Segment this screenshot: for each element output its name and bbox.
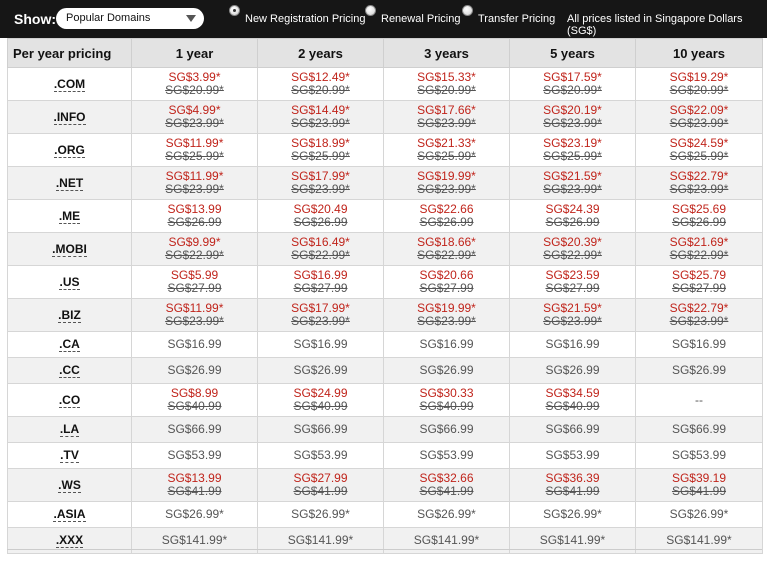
regular-price: SG$26.99* <box>417 507 476 521</box>
price-cell <box>384 358 510 384</box>
sale-price: SG$23.19* <box>543 136 602 150</box>
price-cell <box>132 200 258 233</box>
price-cell <box>636 358 763 384</box>
sale-price: SG$11.99* <box>165 136 224 150</box>
currency-note: All prices listed in Singapore Dollars (SG$) <box>567 13 743 37</box>
sale-price: SG$34.59 <box>545 386 600 400</box>
regular-price: SG$141.99* <box>413 533 480 547</box>
original-price: SG$22.99* <box>417 248 476 262</box>
sale-price: SG$20.39* <box>543 235 602 249</box>
table-row <box>8 384 763 417</box>
sale-price: SG$16.49* <box>291 235 350 249</box>
regular-price: SG$53.99 <box>671 448 727 462</box>
price-cell <box>384 200 510 233</box>
show-label: Show: <box>14 11 56 27</box>
price-cell <box>384 443 510 469</box>
sale-price: SG$36.39 <box>545 471 600 485</box>
price-cell <box>132 384 258 417</box>
sale-price: SG$5.99 <box>170 268 219 282</box>
table-bottom-border <box>7 549 762 550</box>
tld-cell <box>8 469 132 502</box>
table-row <box>8 469 763 502</box>
header-1-year: 1 year <box>132 39 258 68</box>
regular-price: SG$26.99* <box>669 507 729 521</box>
original-price: SG$20.99* <box>165 83 224 97</box>
regular-price: SG$66.99 <box>545 422 600 436</box>
original-price: SG$23.99* <box>669 314 729 328</box>
sale-price: SG$8.99 <box>170 386 219 400</box>
price-cell <box>636 134 763 167</box>
tld-cell <box>8 384 132 417</box>
tld-link[interactable]: .INFO <box>53 109 86 124</box>
table-row <box>8 443 763 469</box>
price-cell <box>258 68 384 101</box>
sale-price: SG$30.33 <box>419 386 474 400</box>
table-row <box>8 68 763 101</box>
price-cell <box>258 469 384 502</box>
price-cell <box>384 266 510 299</box>
header-3-years: 3 years <box>384 39 510 68</box>
price-cell <box>636 502 763 528</box>
original-price: SG$23.99* <box>543 182 602 196</box>
price-cell <box>510 443 636 469</box>
price-cell <box>258 384 384 417</box>
price-cell <box>384 299 510 332</box>
sale-price: SG$25.69 <box>671 202 727 216</box>
header-10-years: 10 years <box>636 39 763 68</box>
tld-cell <box>8 167 132 200</box>
tld-cell <box>8 200 132 233</box>
original-price: SG$22.99* <box>291 248 350 262</box>
sale-price: SG$20.19* <box>543 103 602 117</box>
price-cell <box>258 417 384 443</box>
original-price: SG$27.99 <box>419 281 474 295</box>
original-price: SG$22.99* <box>669 248 729 262</box>
original-price: SG$20.99* <box>417 83 476 97</box>
sale-price: SG$15.33* <box>417 70 476 84</box>
regular-price: SG$53.99 <box>545 448 600 462</box>
table-header-row <box>8 39 763 68</box>
original-price: SG$41.99 <box>167 484 222 498</box>
price-cell <box>132 167 258 200</box>
sale-price: SG$22.09* <box>669 103 729 117</box>
original-price: SG$25.99* <box>417 149 476 163</box>
regular-price: SG$141.99* <box>161 533 228 547</box>
price-cell <box>384 101 510 134</box>
option-transfer-label[interactable]: Transfer Pricing <box>478 13 556 25</box>
price-cell <box>510 332 636 358</box>
price-cell <box>384 233 510 266</box>
sale-price: SG$21.69* <box>669 235 729 249</box>
sale-price: SG$19.29* <box>669 70 729 84</box>
price-cell <box>384 417 510 443</box>
original-price: SG$23.99* <box>543 314 602 328</box>
price-cell <box>636 101 763 134</box>
price-cell <box>384 502 510 528</box>
table-row <box>8 417 763 443</box>
tld-link[interactable]: .LA <box>59 422 80 436</box>
table-row <box>8 332 763 358</box>
original-price: SG$20.99* <box>543 83 602 97</box>
price-cell <box>132 469 258 502</box>
original-price: SG$23.99* <box>291 116 350 130</box>
tld-cell <box>8 502 132 528</box>
price-cell <box>132 134 258 167</box>
price-cell <box>510 134 636 167</box>
regular-price: SG$16.99 <box>671 337 727 351</box>
price-cell <box>636 469 763 502</box>
price-cell <box>132 101 258 134</box>
sale-price: SG$24.59* <box>669 136 729 150</box>
regular-price: SG$26.99* <box>543 507 602 521</box>
original-price: SG$22.99* <box>543 248 602 262</box>
price-cell <box>132 332 258 358</box>
regular-price: SG$26.99* <box>165 507 224 521</box>
sale-price: SG$4.99* <box>168 103 221 117</box>
price-cell <box>510 101 636 134</box>
pricing-table <box>7 38 763 554</box>
tld-cell <box>8 266 132 299</box>
tld-link[interactable]: .ME <box>58 208 81 223</box>
table-row <box>8 299 763 332</box>
sale-price: SG$18.66* <box>417 235 476 249</box>
tld-cell <box>8 101 132 134</box>
sale-price: SG$20.49 <box>293 202 348 216</box>
sale-price: SG$22.79* <box>669 301 729 315</box>
regular-price: SG$26.99 <box>419 363 474 377</box>
price-cell <box>258 101 384 134</box>
original-price: SG$27.99 <box>671 281 727 295</box>
original-price: SG$23.99* <box>543 116 602 130</box>
original-price: SG$23.99* <box>165 314 224 328</box>
option-renewal-label[interactable]: Renewal Pricing <box>381 13 461 25</box>
sale-price: SG$27.99 <box>293 471 348 485</box>
regular-price: SG$66.99 <box>167 422 222 436</box>
tld-link[interactable]: .CC <box>59 363 80 377</box>
sale-price: SG$9.99* <box>168 235 221 249</box>
regular-price: SG$26.99* <box>291 507 350 521</box>
domain-filter-select[interactable] <box>56 8 204 29</box>
sale-price: SG$24.99 <box>293 386 348 400</box>
sale-price: SG$17.99* <box>291 169 350 183</box>
regular-price: -- <box>695 392 703 407</box>
table-row <box>8 134 763 167</box>
regular-price: SG$66.99 <box>419 422 474 436</box>
regular-price: SG$66.99 <box>671 422 727 436</box>
original-price: SG$41.99 <box>545 484 600 498</box>
price-cell <box>132 68 258 101</box>
price-cell <box>258 167 384 200</box>
price-cell <box>132 358 258 384</box>
original-price: SG$27.99 <box>293 281 348 295</box>
price-cell <box>510 299 636 332</box>
domain-filter-value: Popular Domains <box>66 12 151 24</box>
original-price: SG$23.99* <box>669 182 729 196</box>
tld-link[interactable]: .TV <box>60 448 79 462</box>
price-cell <box>636 443 763 469</box>
price-cell <box>636 167 763 200</box>
tld-link[interactable]: .BIZ <box>58 307 81 322</box>
price-cell <box>258 443 384 469</box>
tld-link[interactable]: .XXX <box>55 533 84 547</box>
price-cell <box>132 443 258 469</box>
sale-price: SG$3.99* <box>168 70 221 84</box>
regular-price: SG$141.99* <box>539 533 606 547</box>
header-5-years: 5 years <box>510 39 636 68</box>
original-price: SG$22.99* <box>165 248 224 262</box>
price-cell <box>258 134 384 167</box>
original-price: SG$23.99* <box>417 116 476 130</box>
original-price: SG$23.99* <box>165 182 224 196</box>
table-row <box>8 502 763 528</box>
regular-price: SG$66.99 <box>293 422 348 436</box>
sale-price: SG$18.99* <box>291 136 350 150</box>
price-cell <box>636 299 763 332</box>
sale-price: SG$21.33* <box>417 136 476 150</box>
sale-price: SG$11.99* <box>165 301 224 315</box>
price-cell <box>510 167 636 200</box>
sale-price: SG$25.79 <box>671 268 727 282</box>
sale-price: SG$11.99* <box>165 169 224 183</box>
price-cell <box>510 384 636 417</box>
original-price: SG$23.99* <box>291 314 350 328</box>
price-cell <box>384 332 510 358</box>
tld-cell <box>8 233 132 266</box>
sale-price: SG$20.66 <box>419 268 474 282</box>
price-cell <box>132 299 258 332</box>
tld-cell <box>8 299 132 332</box>
price-cell <box>258 266 384 299</box>
sale-price: SG$14.49* <box>291 103 350 117</box>
price-cell <box>510 469 636 502</box>
price-cell <box>636 266 763 299</box>
sale-price: SG$12.49* <box>291 70 350 84</box>
table-row <box>8 200 763 233</box>
tld-link[interactable]: .ORG <box>54 142 85 157</box>
regular-price: SG$53.99 <box>167 448 222 462</box>
tld-link[interactable]: .WS <box>58 477 81 492</box>
tld-link[interactable]: .CA <box>59 337 80 351</box>
tld-cell <box>8 68 132 101</box>
radio-new-registration[interactable] <box>229 5 240 16</box>
tld-link[interactable]: .CO <box>58 392 81 407</box>
original-price: SG$40.99 <box>293 399 348 413</box>
original-price: SG$20.99* <box>669 83 729 97</box>
regular-price: SG$53.99 <box>419 448 474 462</box>
tld-link[interactable]: .COM <box>53 76 86 91</box>
radio-transfer[interactable] <box>462 5 473 16</box>
sale-price: SG$17.66* <box>417 103 476 117</box>
original-price: SG$27.99 <box>167 281 222 295</box>
original-price: SG$26.99 <box>671 215 727 229</box>
table-row <box>8 167 763 200</box>
price-cell <box>132 266 258 299</box>
regular-price: SG$16.99 <box>167 337 222 351</box>
regular-price: SG$141.99* <box>287 533 354 547</box>
price-cell <box>132 233 258 266</box>
table-row <box>8 101 763 134</box>
original-price: SG$26.99 <box>293 215 348 229</box>
regular-price: SG$26.99 <box>167 363 222 377</box>
price-cell <box>384 68 510 101</box>
price-cell <box>636 68 763 101</box>
price-cell <box>384 134 510 167</box>
price-cell <box>132 417 258 443</box>
table-row <box>8 233 763 266</box>
sale-price: SG$13.99 <box>167 202 222 216</box>
price-cell <box>258 502 384 528</box>
sale-price: SG$22.66 <box>419 202 474 216</box>
price-cell <box>636 417 763 443</box>
tld-cell <box>8 443 132 469</box>
original-price: SG$41.99 <box>419 484 474 498</box>
price-cell <box>510 417 636 443</box>
original-price: SG$26.99 <box>419 215 474 229</box>
radio-renewal[interactable] <box>365 5 376 16</box>
price-cell <box>258 332 384 358</box>
sale-price: SG$21.59* <box>543 301 602 315</box>
tld-cell <box>8 358 132 384</box>
table-row <box>8 358 763 384</box>
sale-price: SG$16.99 <box>293 268 348 282</box>
regular-price: SG$16.99 <box>545 337 600 351</box>
price-cell <box>132 502 258 528</box>
table-row <box>8 266 763 299</box>
original-price: SG$23.99* <box>165 116 224 130</box>
price-cell <box>636 332 763 358</box>
sale-price: SG$21.59* <box>543 169 602 183</box>
sale-price: SG$17.99* <box>291 301 350 315</box>
sale-price: SG$32.66 <box>419 471 474 485</box>
price-cell <box>636 384 763 417</box>
price-cell <box>258 200 384 233</box>
price-cell <box>510 358 636 384</box>
price-cell <box>384 167 510 200</box>
original-price: SG$26.99 <box>167 215 222 229</box>
tld-link[interactable]: .NET <box>55 175 84 190</box>
original-price: SG$25.99* <box>543 149 602 163</box>
chevron-down-icon <box>186 15 196 22</box>
original-price: SG$27.99 <box>545 281 600 295</box>
sale-price: SG$22.79* <box>669 169 729 183</box>
tld-cell <box>8 134 132 167</box>
original-price: SG$40.99 <box>419 399 474 413</box>
original-price: SG$25.99* <box>291 149 350 163</box>
sale-price: SG$24.39 <box>545 202 600 216</box>
tld-link[interactable]: .US <box>59 274 80 289</box>
price-cell <box>510 502 636 528</box>
price-cell <box>636 200 763 233</box>
price-cell <box>510 200 636 233</box>
original-price: SG$23.99* <box>291 182 350 196</box>
original-price: SG$40.99 <box>545 399 600 413</box>
regular-price: SG$16.99 <box>419 337 474 351</box>
filter-toolbar <box>0 0 767 38</box>
sale-price: SG$19.99* <box>417 301 476 315</box>
price-cell <box>510 233 636 266</box>
sale-price: SG$39.19 <box>671 471 727 485</box>
price-cell <box>510 68 636 101</box>
regular-price: SG$26.99 <box>545 363 600 377</box>
price-cell <box>258 358 384 384</box>
price-cell <box>636 233 763 266</box>
regular-price: SG$53.99 <box>293 448 348 462</box>
tld-link[interactable]: .MOBI <box>52 241 87 256</box>
price-cell <box>384 469 510 502</box>
price-cell <box>258 233 384 266</box>
sale-price: SG$23.59 <box>545 268 600 282</box>
original-price: SG$20.99* <box>291 83 350 97</box>
option-new-registration-label[interactable]: New Registration Pricing <box>245 13 366 25</box>
price-cell <box>384 384 510 417</box>
original-price: SG$26.99 <box>545 215 600 229</box>
original-price: SG$40.99 <box>167 399 222 413</box>
original-price: SG$23.99* <box>669 116 729 130</box>
original-price: SG$23.99* <box>417 182 476 196</box>
tld-cell <box>8 417 132 443</box>
original-price: SG$25.99* <box>669 149 729 163</box>
tld-cell <box>8 332 132 358</box>
price-cell <box>510 266 636 299</box>
original-price: SG$41.99 <box>671 484 727 498</box>
original-price: SG$23.99* <box>417 314 476 328</box>
header-per-year: Per year pricing <box>8 39 132 68</box>
regular-price: SG$26.99 <box>671 363 727 377</box>
price-cell <box>258 299 384 332</box>
header-2-years: 2 years <box>258 39 384 68</box>
original-price: SG$25.99* <box>165 149 224 163</box>
sale-price: SG$13.99 <box>167 471 222 485</box>
original-price: SG$41.99 <box>293 484 348 498</box>
regular-price: SG$141.99* <box>666 533 732 547</box>
regular-price: SG$26.99 <box>293 363 348 377</box>
sale-price: SG$17.59* <box>543 70 602 84</box>
regular-price: SG$16.99 <box>293 337 348 351</box>
sale-price: SG$19.99* <box>417 169 476 183</box>
tld-link[interactable]: .ASIA <box>53 507 86 521</box>
